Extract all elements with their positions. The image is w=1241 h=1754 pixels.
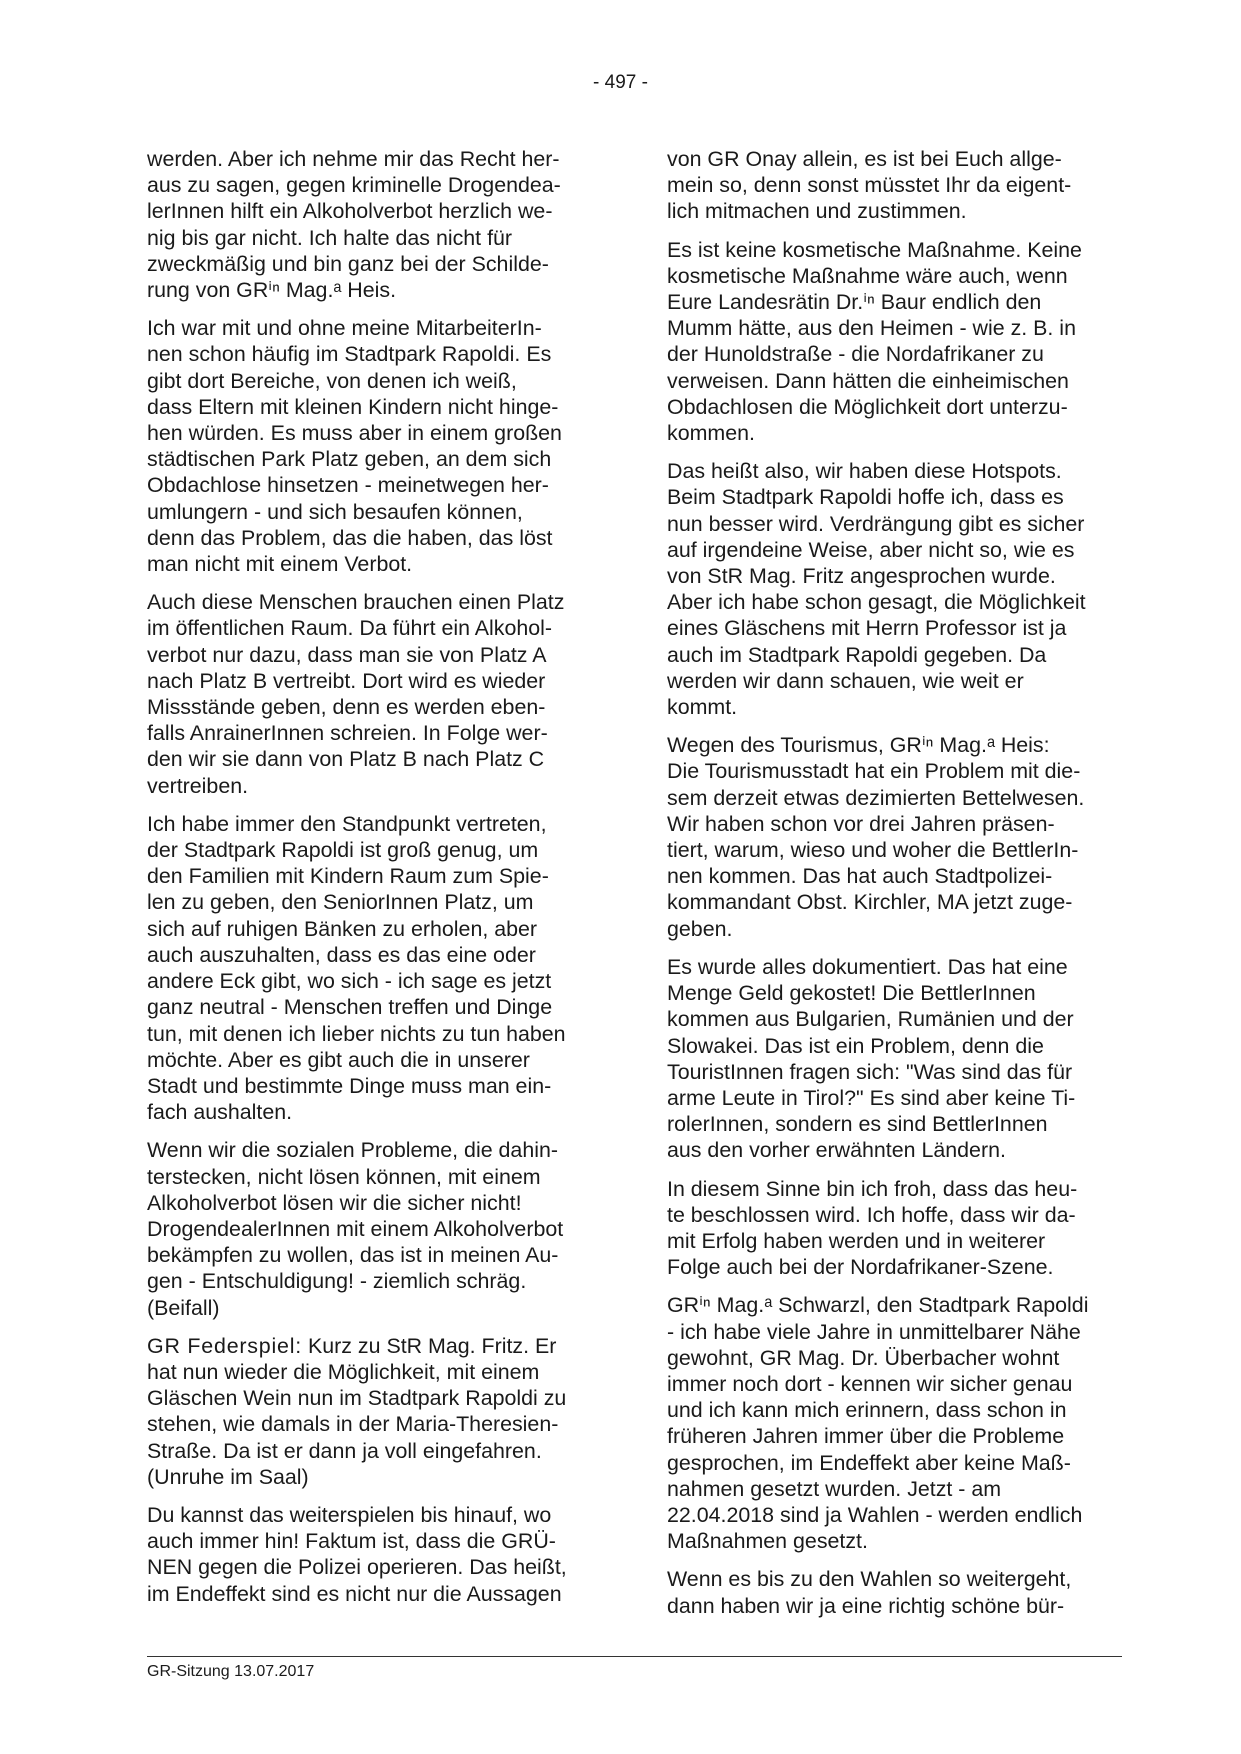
paragraph: Du kannst das weiterspielen bis hinauf, wo auch immer hin! Faktum ist, dass die GRÜ- NEN gegen die Polizei operieren. Das heißt, im Endeffekt sind es nicht nur die Aussagen bbox=[147, 1502, 567, 1606]
right-column bbox=[667, 146, 1122, 1631]
speaker-name: GR Federspiel: bbox=[147, 1333, 303, 1358]
footer-session-date: GR-Sitzung 13.07.2017 bbox=[147, 1663, 315, 1680]
page-number: - 497 - bbox=[593, 72, 648, 93]
paragraph: Es wurde alles dokumentiert. Das hat eine Menge Geld gekostet! Die BettlerInnen kommen aus Bulgarien, Rumänien und der Slowakei. Das ist ein Problem, denn die TouristInnen fragen sich: "Was sind das für arme Leute in Tirol?" Es sind aber keine Ti- rolerInnen, sondern es sind BettlerInnen aus den vorher erwähnten Ländern. bbox=[667, 954, 1076, 1163]
paragraph: Wegen des Tourismus, GRⁱⁿ Mag.ᵃ Heis: Die Tourismusstadt hat ein Problem mit die- sem derzeit etwas dezimierten Bettelwesen. Wir haben schon vor drei Jahren präsen- tiert, warum, wieso und woher die BettlerIn- nen kommen. Das hat auch Stadtpolizei- kommandant Obst. Kirchler, MA jetzt zuge- geben. bbox=[667, 733, 1085, 941]
paragraph: Das heißt also, wir haben diese Hotspots. Beim Stadtpark Rapoldi hoffe ich, dass es nun besser wird. Verdrängung gibt es sicher auf irgendeine Weise, aber nicht so, wie es von StR Mag. Fritz angesprochen wurde. Aber ich habe schon gesagt, die Möglichkeit eines Gläschens mit Herrn Professor ist ja auch im Stadtpark Rapoldi gegeben. Da werden wir dann schauen, wie weit er kommt. bbox=[667, 459, 1086, 720]
paragraph: Es ist keine kosmetische Maßnahme. Keine kosmetische Maßnahme wäre auch, wenn Eure Landesrätin Dr.ⁱⁿ Baur endlich den Mumm hätte, aus den Heimen - wie z. B. in der Hunoldstraße - die Nordafrikaner zu verweisen. Dann hätten die einheimischen Obdachlosen die Möglichkeit dort unterzu- kommen. bbox=[667, 237, 1082, 446]
paragraph: GRⁱⁿ Mag.ᵃ Schwarzl, den Stadtpark Rapoldi - ich habe viele Jahre in unmittelbarer Nähe gewohnt, GR Mag. Dr. Überbacher wohnt immer noch dort - kennen wir sicher genau und ich kann mich erinnern, dass schon in früheren Jahren immer über die Probleme gesprochen, im Endeffekt aber keine Maß- nahmen gesetzt wurden. Jetzt - am 22.04.2018 sind ja Wahlen - werden endlich Maßnahmen gesetzt. bbox=[667, 1293, 1089, 1554]
paragraph: werden. Aber ich nehme mir das Recht her- aus zu sagen, gegen kriminelle Drogendea- lerInnen hilft ein Alkoholverbot herzlich we- nig bis gar nicht. Ich halte das nicht für zweckmäßig und bin ganz bei der Schilde- rung von GRⁱⁿ Mag.ᵃ Heis. bbox=[147, 147, 561, 303]
paragraph: Auch diese Menschen brauchen einen Platz im öffentlichen Raum. Da führt ein Alkohol- verbot nur dazu, dass man sie von Platz A nach Platz B vertreibt. Dort wird es wieder Missstände geben, denn es werden eben- falls AnrainerInnen schreien. In Folge wer- den wir sie dann von Platz B nach Platz C vertreiben. bbox=[147, 590, 565, 798]
left-column bbox=[147, 146, 602, 1619]
paragraph: Wenn es bis zu den Wahlen so weitergeht, dann haben wir ja eine richtig schöne bür- bbox=[667, 1567, 1072, 1618]
paragraph: In diesem Sinne bin ich froh, dass das heu- te beschlossen wird. Ich hoffe, dass wir da- mit Erfolg haben werden und in weiterer Folge auch bei der Nordafrikaner-Szene. bbox=[667, 1176, 1078, 1280]
paragraph: Wenn wir die sozialen Probleme, die dahin- terstecken, nicht lösen können, mit einem Alkoholverbot lösen wir die sicher nicht! DrogendealerInnen mit einem Alkoholverbot bekämpfen zu wollen, das ist in meinen Au- gen - Entschuldigung! - ziemlich schräg. (Beifall) bbox=[147, 1138, 564, 1320]
speaker-paragraph bbox=[147, 1333, 602, 1490]
paragraph: Ich war mit und ohne meine MitarbeiterIn- nen schon häufig im Stadtpark Rapoldi. Es gibt dort Bereiche, von denen ich weiß, dass Eltern mit kleinen Kindern nicht hinge- hen würden. Es muss aber in einem großen städtischen Park Platz geben, an dem sich Obdachlose hinsetzen - meinetwegen her- umlungern - und sich besaufen können, denn das Problem, das die haben, das löst man nicht mit einem Verbot. bbox=[147, 316, 562, 577]
footer-divider bbox=[147, 1656, 1122, 1657]
speaker-text: Kurz zu StR Mag. Fritz. Er hat nun wieder die Möglichkeit, mit einem Gläschen Wein nun im Stadtpark Rapoldi zu stehen, wie damals in der Maria-Theresien- Straße. Da ist er dann ja voll eingefahren. (Unruhe im Saal) bbox=[147, 1333, 567, 1489]
paragraph: von GR Onay allein, es ist bei Euch allge- mein so, denn sonst müsstet Ihr da eigent- lich mitmachen und zustimmen. bbox=[667, 147, 1072, 224]
paragraph: Ich habe immer den Standpunkt vertreten, der Stadtpark Rapoldi ist groß genug, um den Familien mit Kindern Raum zum Spie- len zu geben, den SeniorInnen Platz, um sich auf ruhigen Bänken zu erholen, aber auch auszuhalten, dass es das eine oder andere Eck gibt, wo sich - ich sage es jetzt ganz neutral - Menschen treffen und Dinge tun, mit denen ich lieber nichts zu tun haben möchte. Aber es gibt auch die in unserer Stadt und bestimmte Dinge muss man ein- fach aushalten. bbox=[147, 811, 566, 1125]
